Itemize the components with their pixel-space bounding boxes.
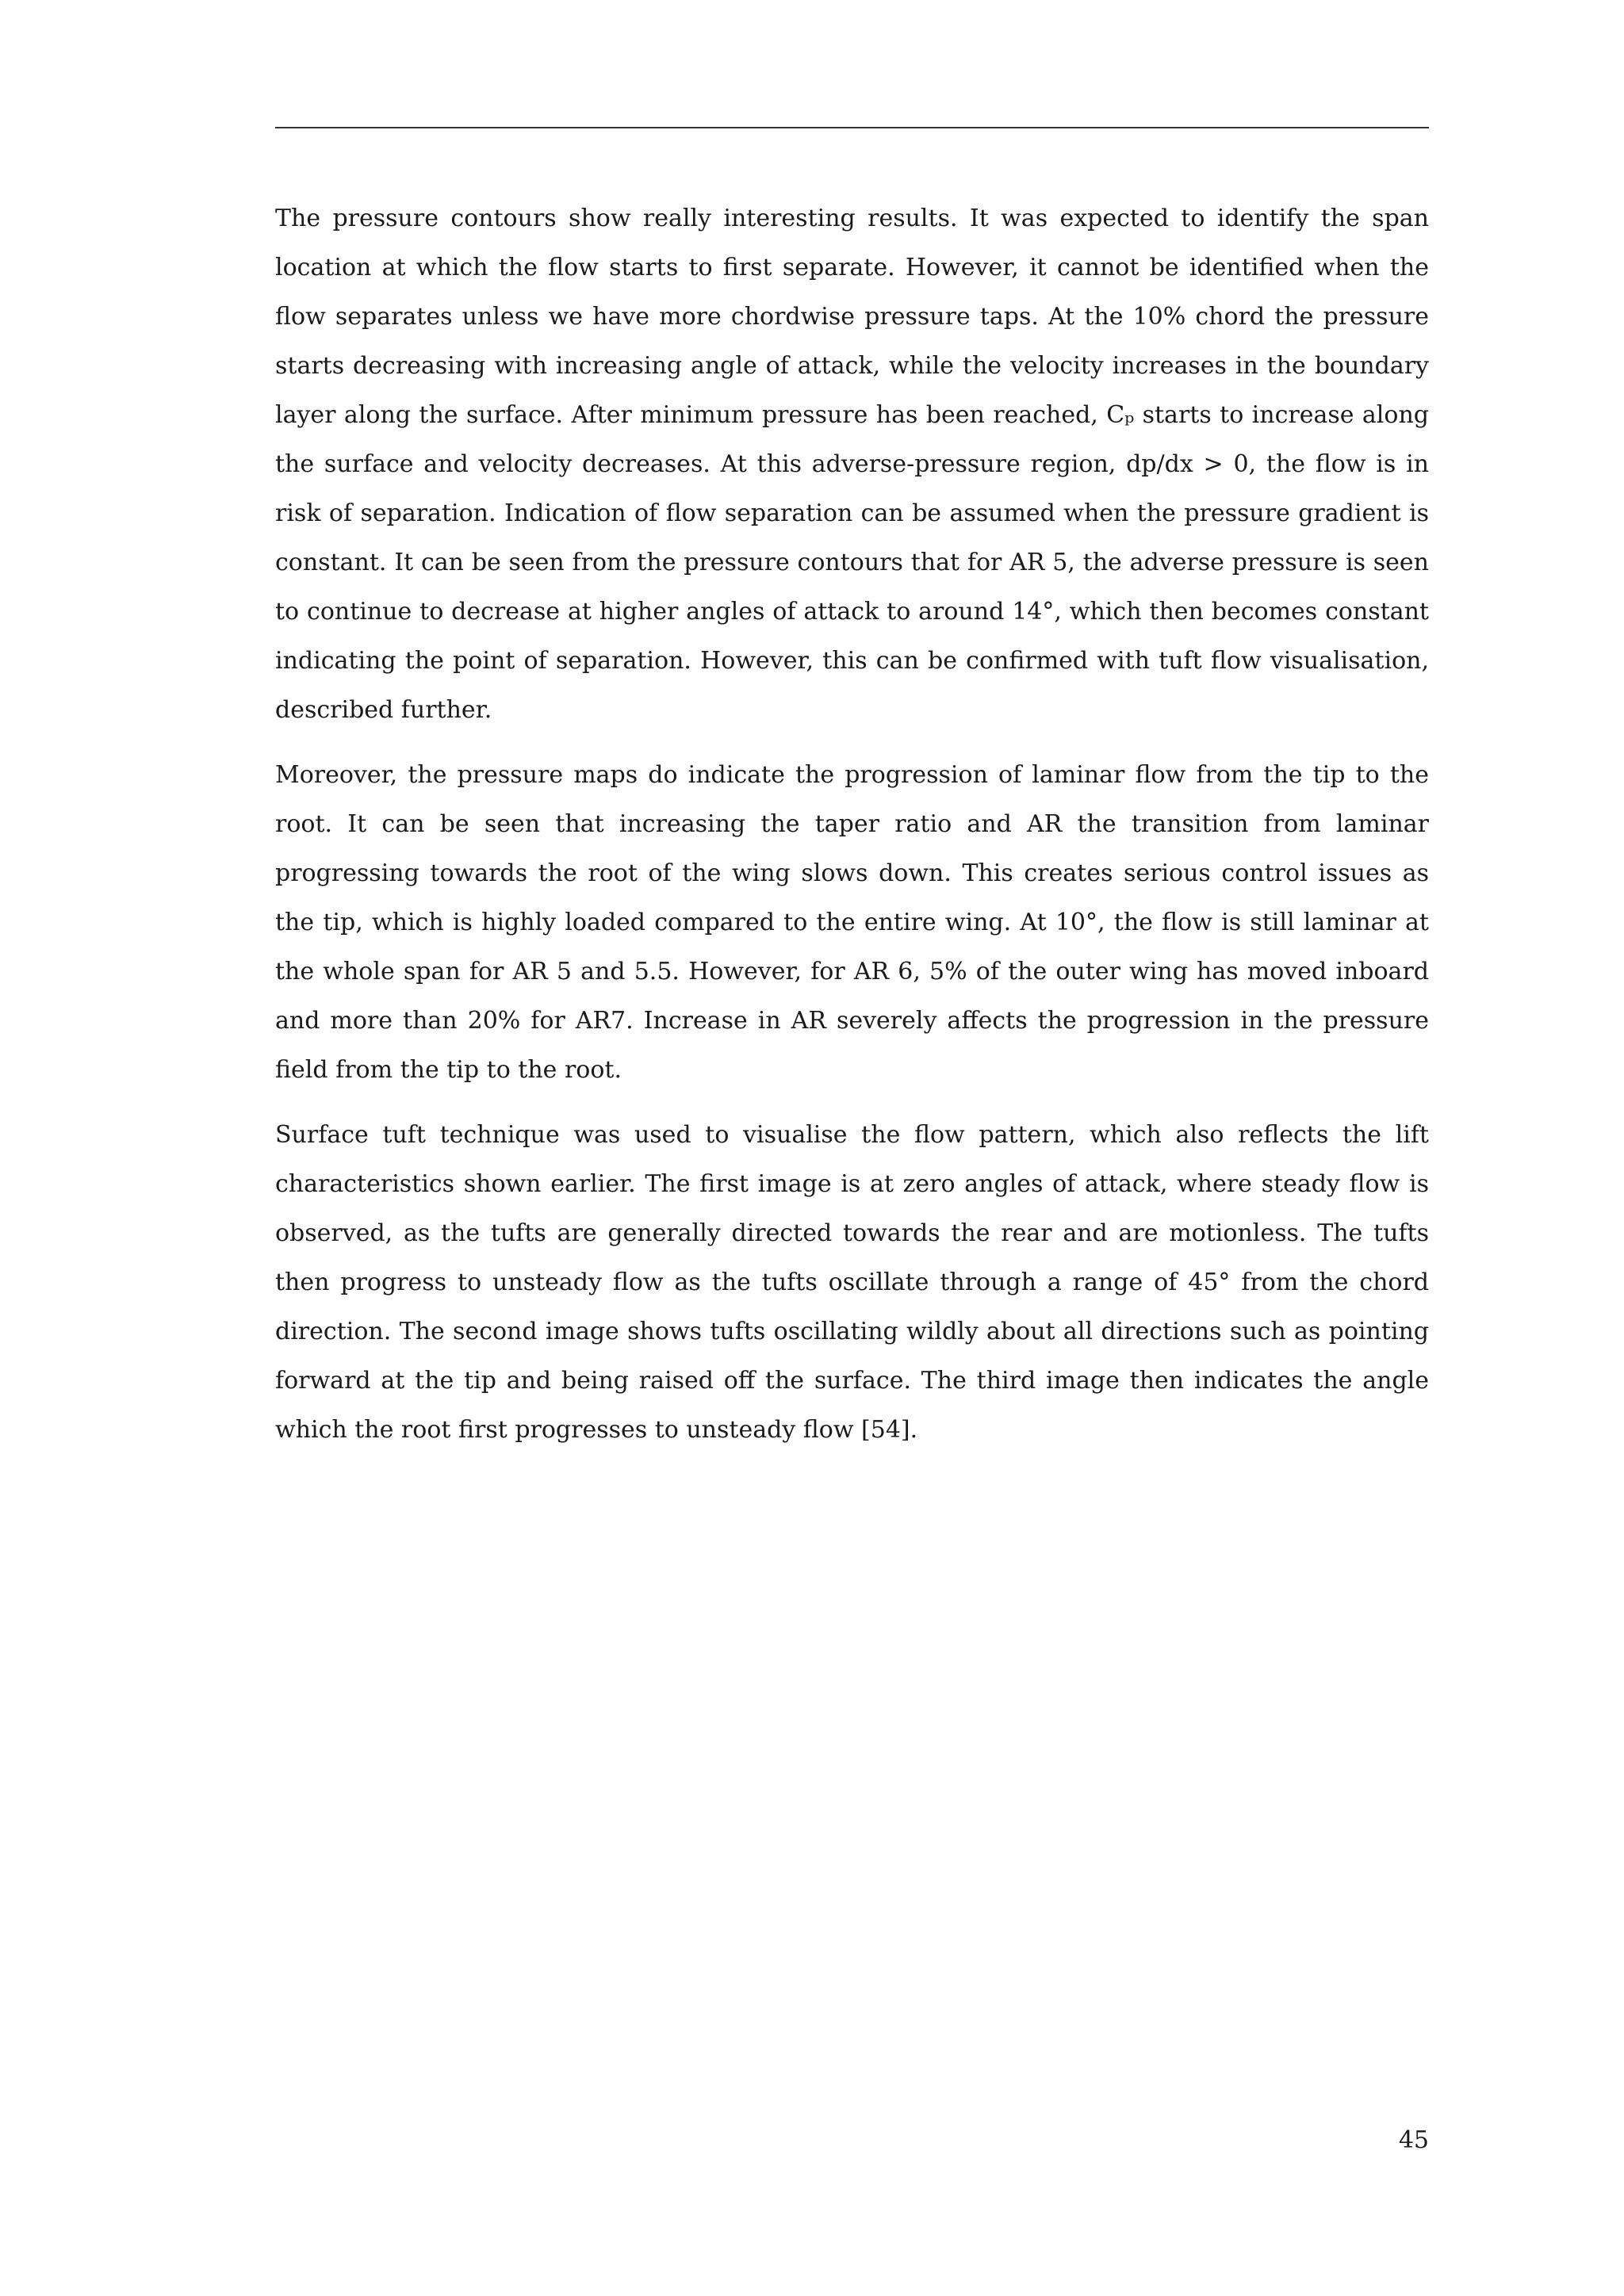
- paragraph-surface-tuft: Surface tuft technique was used to visualise the flow pattern, which also reflects the lift characteristics shown earlier. The first image is at zero angles of attack, where steady flow is observed, as the tufts are generally directed towards the rear and are motionless. The tufts then progress to unsteady flow as the tufts oscillate through a range of 45° from the chord direction. The second image shows tufts oscillating wildly about all directions such as pointing forward at the tip and being raised off the surface. The third image then indicates the angle which the root first progresses to unsteady flow [54].: [275, 1121, 1429, 1444]
- body-text: [275, 194, 1429, 1471]
- paragraph-laminar-flow: Moreover, the pressure maps do indicate the progression of laminar flow from the tip to the root. It can be seen that increasing the taper ratio and AR the transition from laminar progressing towards the root of the wing slows down. This creates serious control issues as the tip, which is highly loaded compared to the entire wing. At 10°, the flow is still laminar at the whole span for AR 5 and 5.5. However, for AR 6, 5% of the outer wing has moved inboard and more than 20% for AR7. Increase in AR severely affects the progression in the pressure field from the tip to the root.: [275, 761, 1429, 1084]
- paragraph-pressure-contours: The pressure contours show really interesting results. It was expected to identify the span location at which the flow starts to first separate. However, it cannot be identified when the flow separates unless we have more chordwise pressure taps. At the 10% chord the pressure starts decreasing with increasing angle of attack, while the velocity increases in the boundary layer along the surface. After minimum pressure has been reached, Cₚ starts to increase along the surface and velocity decreases. At this adverse-pressure region, dp/dx > 0, the flow is in risk of separation. Indication of flow separation can be assumed when the pressure gradient is constant. It can be seen from the pressure contours that for AR 5, the adverse pressure is seen to continue to decrease at higher angles of attack to around 14°, which then becomes constant indicating the point of separation. However, this can be confirmed with tuft flow visualisation, described further.: [275, 205, 1429, 724]
- header-rule: [275, 127, 1429, 128]
- page-number: 45: [1398, 2126, 1429, 2154]
